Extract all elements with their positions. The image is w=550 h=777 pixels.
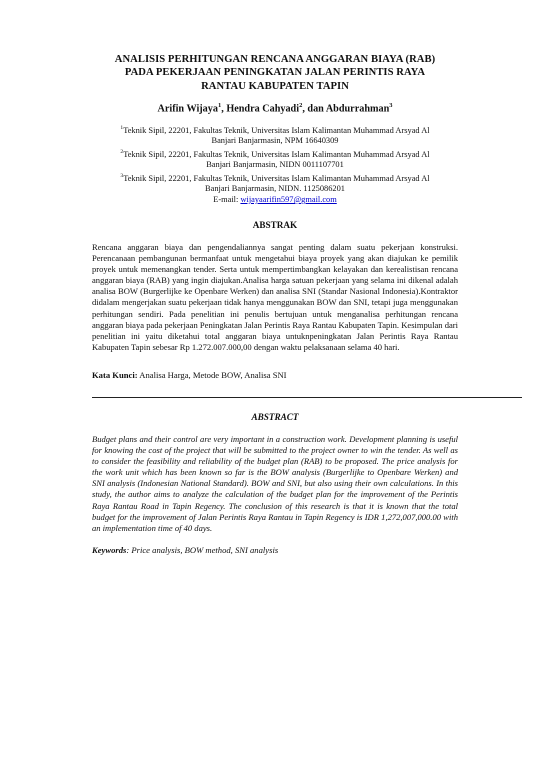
paper-title bbox=[80, 53, 470, 93]
abstrak-heading: ABSTRAK bbox=[252, 220, 298, 230]
author-separator: , dan bbox=[302, 103, 326, 115]
kata-kunci-label: Kata Kunci: bbox=[92, 370, 138, 380]
affiliation-text: Teknik Sipil, 22201, Fakultas Teknik, Universitas Islam Kalimantan Muhammad Arsyad Al bbox=[123, 125, 430, 135]
affiliation-line: Banjari Banjarmasin, NIDN. 1125086201 bbox=[205, 184, 345, 194]
author-name: Arifin Wijaya bbox=[157, 103, 218, 115]
abstract-heading: ABSTRACT bbox=[251, 412, 299, 422]
affiliation-line bbox=[90, 123, 460, 136]
affiliation-marker: 1 bbox=[120, 125, 124, 131]
author-name: Hendra Cahyadi bbox=[226, 103, 300, 115]
title-line: PADA PEKERJAAN PENINGKATAN JALAN PERINTIS RAYA bbox=[124, 67, 426, 79]
author-separator: , bbox=[221, 103, 227, 115]
title-line: ANALISIS PERHITUNGAN RENCANA ANGGARAN BIAYA (RAB) bbox=[114, 54, 436, 65]
affiliation-marker: 2 bbox=[120, 148, 124, 155]
title-line: RANTAU KABUPATEN TAPIN bbox=[201, 80, 349, 92]
email-line bbox=[90, 195, 460, 206]
author-affiliation-marker: 3 bbox=[389, 102, 393, 109]
keywords-text: : Price analysis, BOW method, SNI analysis bbox=[126, 545, 279, 555]
kata-kunci-text: Analisa Harga, Metode BOW, Analisa SNI bbox=[137, 370, 287, 380]
affiliation-text: Teknik Sipil, 22201, Fakultas Teknik, Universitas Islam Kalimantan Muhammad Arsyad Al bbox=[123, 149, 430, 159]
section-divider bbox=[92, 397, 522, 398]
affiliation-line bbox=[90, 147, 460, 160]
keywords bbox=[92, 545, 458, 555]
affiliation-text: Teknik Sipil, 22201, Fakultas Teknik, Universitas Islam Kalimantan Muhammad Arsyad Al bbox=[123, 173, 430, 183]
email-link[interactable]: wijayaarifin597@gmail.com bbox=[240, 194, 337, 204]
affiliation-line: Banjari Banjarmasin, NIDN 0011107701 bbox=[206, 160, 344, 170]
abstract-body: Budget plans and their control are very important in a construction work. Development planning is useful for knowing the cost of the project that will be submitted to the project owner to win the tender. As well as to consider the feasibility and reliability of the budget plan (RAB) to be proposed. The price analysis for the work unit which has been known so far is the BOW analysis (Burgerlijke to Openbare Werken) and SNI analysis (Indonesian National Standard). BOW and SNI, but also using their own calculations. In this study, the author aims to analyze the calculation of the budget plan for the improvement of the Perintis Raya Rantau Road in Tapin Regency. The conclusion of this research is that it is known that the total budget for the improvement of Jalan Perintis Raya Rantau in Tapin Regency is IDR 1,272,007,000.00 with an implementation time of 40 days. bbox=[92, 434, 458, 533]
author-name: Abdurrahman bbox=[325, 103, 390, 115]
email-label: E-mail: bbox=[213, 194, 241, 204]
author-list bbox=[60, 99, 490, 115]
abstrak-body: Rencana anggaran biaya dan pengendaliannya sangat penting dalam suatu pekerjaan konstruksi. Perencanaan pembangunan bermanfaat untuk mengetahui biaya proyek yang akan diajukan ke pemilik proyek untuk memenangkan tender. Serta untuk mempertimbangkan kelayakan dan kerealistisan rencana anggaran biaya (RAB) yang ingin diajukan.Analisa harga satuan pekerjaan yang selama ini dikenal adalah analisa BOW (Burgerlijke ke Openbare Werken) dan analisa SNI (Standar Nasional Indonesia).Kontraktor didalam mengerjakan suatu pekerjaan tidak hanya menggunakan BOW dan SNI, tetapi juga menggunakan perhitungan sendiri. Pada penelitian ini penulis bertujuan untuk menganalisa perhitungan rencana anggaran biaya pada pekerjaan Peningkatan Jalan Perintis Raya Rantau Kabupaten Tapin. Kesimpulan dari penelitian ini yaitu diketahui total anggaran biaya untuknpeningkatan Jalan Perintis Raya Rantau Kabupaten Tapin sebesar Rp 1.272.007.000,00 dengan waktu pelaksanaan selama 40 hari. bbox=[92, 242, 458, 352]
keywords-label: Keywords bbox=[92, 545, 127, 555]
author-affiliation-marker: 1 bbox=[217, 102, 222, 109]
affiliation-marker: 3 bbox=[120, 172, 124, 179]
affiliation-line bbox=[90, 171, 460, 184]
author-affiliation-marker: 2 bbox=[299, 102, 303, 109]
affiliations bbox=[90, 123, 460, 206]
kata-kunci bbox=[92, 370, 458, 380]
affiliation-line: Banjari Banjarmasin, NPM 16640309 bbox=[211, 136, 339, 146]
